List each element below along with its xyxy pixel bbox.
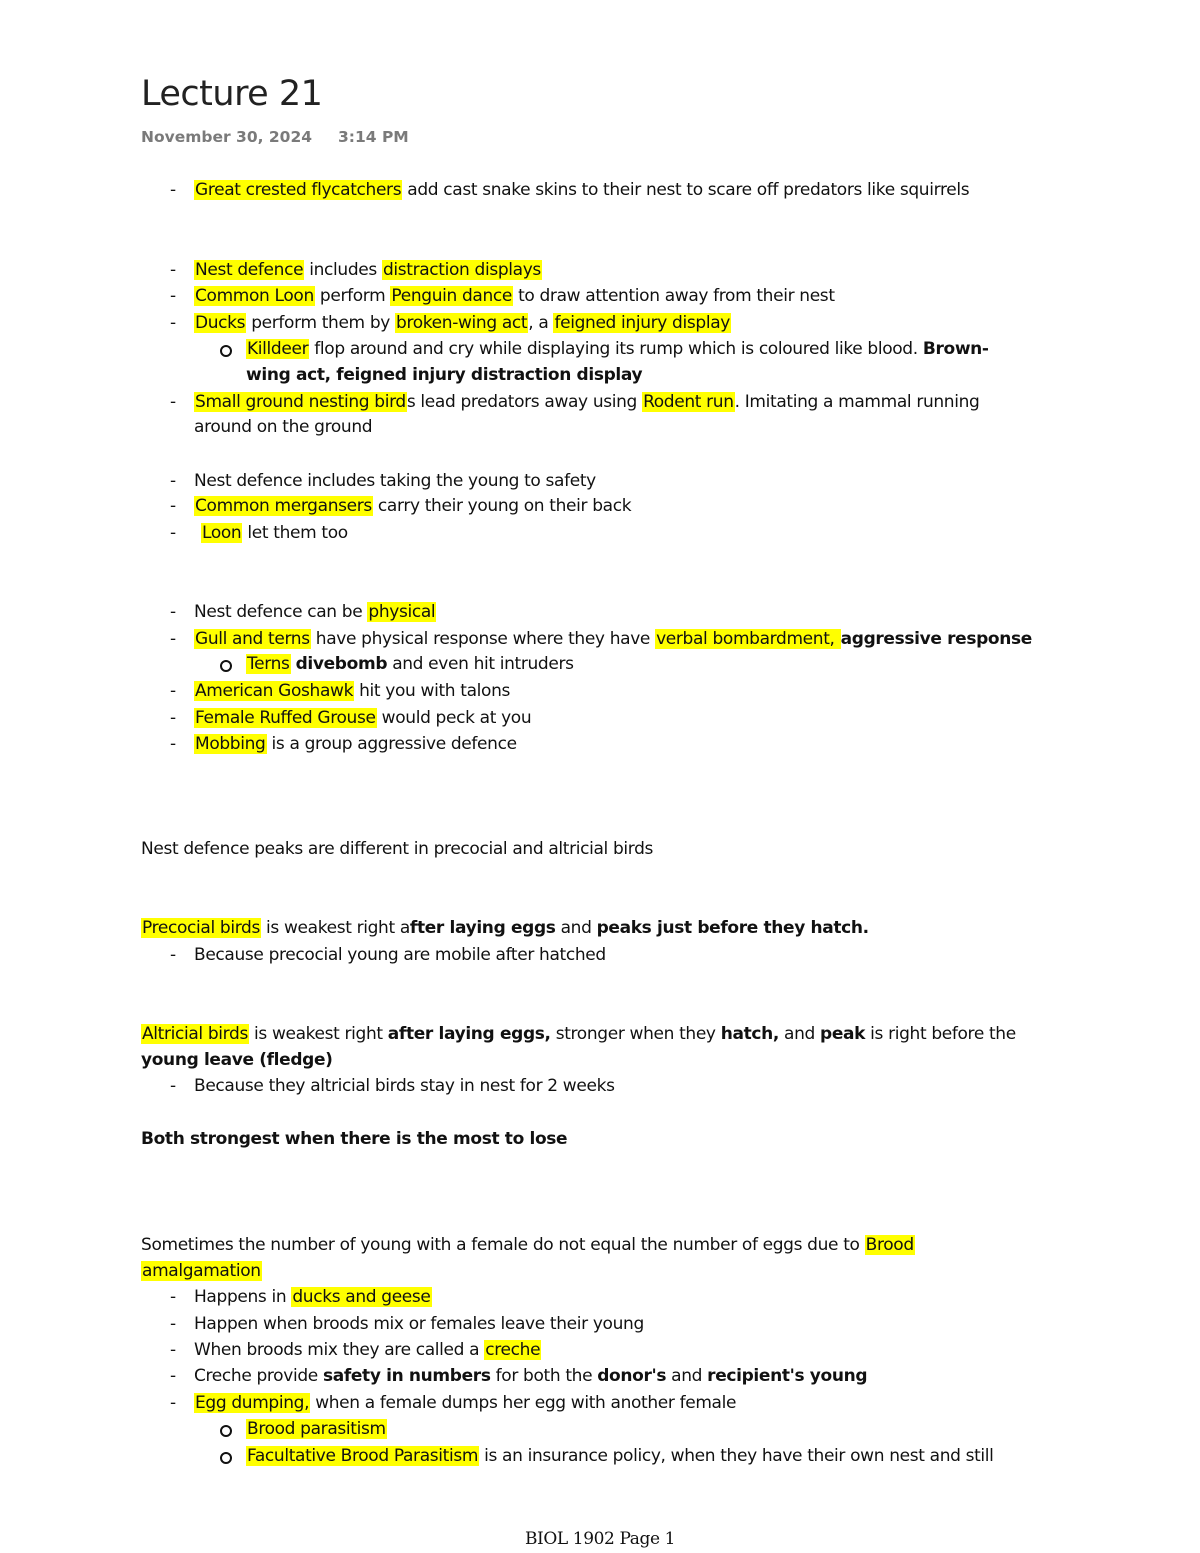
bold-text: divebomb: [295, 654, 388, 674]
line-text: s lead predators away using: [406, 392, 643, 412]
highlight-term: Precocial birds: [142, 918, 260, 938]
bold-text: after laying eggs,: [387, 1024, 551, 1044]
highlight-term: Mobbing: [195, 734, 266, 754]
dash-marker: -: [170, 708, 176, 728]
highlight-term: ducks and geese: [292, 1287, 431, 1307]
dash-marker: -: [170, 523, 176, 543]
note-time: 3:14 PM: [338, 128, 409, 146]
line-text: is an insurance policy, when they have their own nest and still: [479, 1446, 994, 1466]
bold-text: recipient's young: [707, 1366, 868, 1386]
circle-bullet-icon: [220, 660, 232, 672]
dash-marker: -: [170, 260, 176, 280]
line-text: Nest defence peaks are different in precocial and altricial birds: [141, 839, 654, 859]
highlight-term: Small ground nesting bird: [195, 392, 406, 412]
highlight-term: Killdeer: [247, 339, 309, 359]
line-text: Nest defence includes taking the young to safety: [194, 471, 596, 491]
line-text: and even hit intruders: [387, 654, 574, 674]
circle-bullet-icon: [220, 1452, 232, 1464]
dash-marker: -: [170, 180, 176, 200]
dash-marker: -: [170, 392, 176, 412]
dash-marker: -: [170, 496, 176, 516]
highlight-term: Nest defence: [195, 260, 304, 280]
line-text: and: [778, 1024, 820, 1044]
bold-text: wing act, feigned injury distraction display: [246, 365, 643, 385]
bold-text: peak: [820, 1024, 866, 1044]
bold-text: hatch,: [720, 1024, 779, 1044]
bold-text: young leave (fledge): [141, 1050, 333, 1070]
highlight-term: Common Loon: [195, 286, 314, 306]
dash-marker: -: [170, 629, 176, 649]
bold-text: aggressive response: [840, 629, 1032, 649]
dash-marker: -: [170, 1287, 176, 1307]
highlight-term: distraction displays: [382, 260, 541, 280]
line-text: When broods mix they are called a: [194, 1340, 485, 1360]
line-text: and: [555, 918, 597, 938]
line-text: for both the: [490, 1366, 598, 1386]
dash-marker: -: [170, 681, 176, 701]
highlight-term: amalgamation: [142, 1261, 261, 1281]
bold-text: Brown-: [922, 339, 989, 359]
circle-bullet-icon: [220, 345, 232, 357]
bold-text: Both strongest when there is the most to lose: [141, 1129, 568, 1149]
dash-marker: -: [170, 1340, 176, 1360]
line-text: flop around and cry while displaying its rump which is coloured like blood.: [309, 339, 923, 359]
line-text: when a female dumps her egg with another female: [310, 1393, 737, 1413]
page-title: Lecture 21: [141, 74, 323, 114]
bold-text: peaks just before they hatch.: [596, 918, 869, 938]
highlight-term: Rodent run: [643, 392, 734, 412]
dash-marker: -: [170, 1393, 176, 1413]
highlight-term: American Goshawk: [195, 681, 354, 701]
dash-marker: -: [170, 286, 176, 306]
line-text: Creche provide: [194, 1366, 323, 1386]
highlight-term: Loon: [202, 523, 242, 543]
line-text: hit you with talons: [354, 681, 510, 701]
line-text: stronger when they: [550, 1024, 721, 1044]
bold-text: donor's: [597, 1366, 667, 1386]
highlight-term: creche: [485, 1340, 541, 1360]
line-text: Happens in: [194, 1287, 292, 1307]
line-text: Because precocial young are mobile after hatched: [194, 945, 606, 965]
dash-marker: -: [170, 602, 176, 622]
line-text: is weakest right a: [261, 918, 410, 938]
line-text: Happen when broods mix or females leave their young: [194, 1314, 644, 1334]
highlight-term: broken-wing act: [396, 313, 528, 333]
dash-marker: -: [170, 734, 176, 754]
circle-bullet-icon: [220, 1425, 232, 1437]
line-text: carry their young on their back: [372, 496, 632, 516]
line-text: would peck at you: [376, 708, 532, 728]
line-text: around on the ground: [194, 417, 373, 437]
highlight-term: verbal bombardment,: [656, 629, 840, 649]
line-text: perform: [314, 286, 391, 306]
dash-marker: -: [170, 1314, 176, 1334]
highlight-term: Brood parasitism: [247, 1419, 386, 1439]
bold-text: fter laying eggs: [409, 918, 556, 938]
dash-marker: -: [170, 313, 176, 333]
line-text: Sometimes the number of young with a female do not equal the number of eggs due to: [141, 1235, 865, 1255]
note-date: November 30, 2024: [141, 128, 313, 146]
line-text: , a: [528, 313, 554, 333]
line-text: to draw attention away from their nest: [513, 286, 835, 306]
highlight-term: Altricial birds: [142, 1024, 248, 1044]
line-text: have physical response where they have: [310, 629, 656, 649]
highlight-term: Facultative Brood Parasitism: [247, 1446, 479, 1466]
line-text: is weakest right: [248, 1024, 388, 1044]
dash-marker: -: [170, 1366, 176, 1386]
highlight-term: Common mergansers: [195, 496, 372, 516]
line-text: add cast snake skins to their nest to scare off predators like squirrels: [402, 180, 970, 200]
line-text: includes: [304, 260, 382, 280]
bold-text: safety in numbers: [322, 1366, 491, 1386]
line-text: is a group aggressive defence: [266, 734, 517, 754]
highlight-term: feigned injury display: [554, 313, 730, 333]
line-text: and: [666, 1366, 708, 1386]
highlight-term: Ducks: [195, 313, 246, 333]
line-text: is right before the: [865, 1024, 1016, 1044]
line-text: let them too: [242, 523, 348, 543]
line-text: perform them by: [246, 313, 396, 333]
dash-marker: -: [170, 471, 176, 491]
highlight-term: Gull and terns: [195, 629, 310, 649]
highlight-term: physical: [368, 602, 436, 622]
highlight-term: Brood: [865, 1235, 914, 1255]
highlight-term: Female Ruffed Grouse: [195, 708, 376, 728]
line-text: Nest defence can be: [194, 602, 368, 622]
highlight-term: Penguin dance: [391, 286, 513, 306]
highlight-term: Terns: [247, 654, 290, 674]
highlight-term: Great crested flycatchers: [195, 180, 402, 200]
dash-marker: -: [170, 945, 176, 965]
highlight-term: Egg dumping,: [195, 1393, 310, 1413]
line-text: . Imitating a mammal running: [734, 392, 980, 412]
line-text: Because they altricial birds stay in nest for 2 weeks: [194, 1076, 615, 1096]
dash-marker: -: [170, 1076, 176, 1096]
page-footer: BIOL 1902 Page 1: [524, 1529, 676, 1549]
